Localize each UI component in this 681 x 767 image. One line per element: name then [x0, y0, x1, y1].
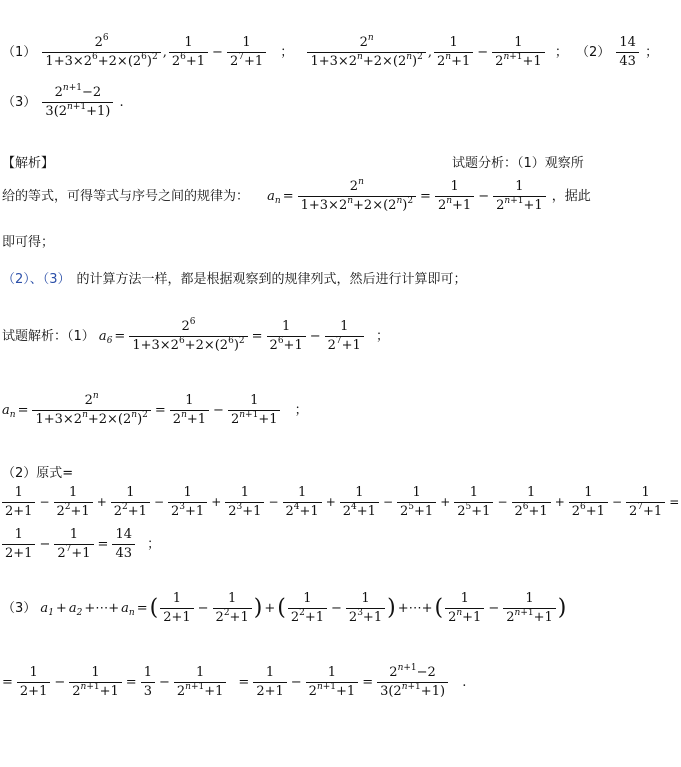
separator: ；: [554, 45, 568, 60]
solution-label: 试题解析：（1）: [2, 329, 95, 344]
solution-part-2-label: （2）原式=: [2, 466, 74, 481]
analysis-header: 【解析】: [2, 156, 55, 171]
answer-3-fraction: $\frac{2^{n+1}-2}{3(2^{n+1}+1)}$: [42, 84, 113, 121]
fraction-one-over-2n1: $\frac{1}{2^{n+1}+1}$: [492, 34, 545, 71]
analysis-line-3: 即可得；: [2, 235, 55, 250]
separator: ；: [645, 45, 659, 60]
solution-part-2-sum: $\frac{1}{2+1}$ − $\frac{1}{2^2+1}$ + $\frac{1}{2^2+1}$ − $\frac{1}{2^3+1}$ + $\frac{1}{2^3+1}$ − $\frac{1}{2^4+1}$ + $\frac{1}{2^4+1}$ − $\frac{1}{2^5+1}$ + $\frac{1}{2^5+1}$ − $\frac{1}{2^6+1}$ + $\frac{1}{2^6+1}$ − $\frac{1}{2^7+1}$ =: [0, 484, 681, 521]
fraction-an-rule: $\frac{2^n}{1+3\times 2^n+2\times(2^n)^2}$: [298, 178, 416, 215]
answer-label-2: （2）: [575, 45, 611, 60]
fraction-one-over-27: $\frac{1}{2^7+1}$: [227, 34, 266, 71]
solution-general-term: $a_n$ = $\frac{2^n}{1+3\times 2^n+2\times(2^n)^2}$ = $\frac{1}{2^n+1}$ − $\frac{1}{2^{n+1}+1}$ ；: [2, 391, 308, 427]
analysis-rule-line: 给的等式，可得等式与序号之间的规律为： $a_n$ = $\frac{2^n}{1+3\times 2^n+2\times(2^n)^2}$ = $\frac{1}{2^n+1}$ − $\frac{1}{2^{n+1}+1}$ ，据此: [2, 177, 591, 213]
answer-label-1: （1）: [2, 45, 37, 60]
fraction-one-over-2n: $\frac{1}{2^n+1}$: [434, 34, 473, 71]
answer-2-fraction: $\frac{14}{43}$: [616, 34, 639, 71]
fraction-a6-general: $\frac{2^6}{1+3\times 2^6+2\times(2^6)^2}$: [42, 34, 160, 71]
solution-part-3-result: = $\frac{1}{2+1}$ − $\frac{1}{2^{n+1}+1}$ = $\frac{1}{3}$ − $\frac{1}{2^{n+1}+1}$ = $\frac{1}{2+1}$ − $\frac{1}{2^{n+1}+1}$ = $\frac{2^{n+1}-2}{3(2^{n+1}+1)}$ .: [2, 663, 467, 699]
solution-part-1: 试题解析：（1） $a_6$ = $\frac{2^6}{1+3\times 2^6+2\times(2^6)^2}$ = $\frac{1}{2^6+1}$ − $\frac{1}{2^7+1}$ ；: [2, 317, 389, 353]
separator: ；: [280, 45, 294, 60]
answer-line-1: （1） $\frac{2^6}{1+3\times 2^6+2\times(2^6)^2}$ , $\frac{1}{2^6+1}$ − $\frac{1}{2^7+1}$ ； $\frac{2^n}{1+3\times 2^n+2\times(2^n)^2}$ , $\frac{1}{2^n+1}$ − $\frac{1}{2^{n+1}+1}$ ； （2） $\frac{14}{43}$ ；: [2, 33, 659, 69]
answer-line-3: （3） $\frac{2^{n+1}-2}{3(2^{n+1}+1)}$ .: [2, 83, 124, 119]
solution-part-2-result: $\frac{1}{2+1}$ − $\frac{1}{2^7+1}$ = $\frac{14}{43}$ ；: [0, 526, 160, 563]
answer-label-3: （3）: [2, 95, 37, 110]
fraction-one-over-26: $\frac{1}{2^6+1}$: [169, 34, 208, 71]
analysis-label: 试题分析：（1）观察所: [452, 156, 584, 171]
analysis-line-4: （2）、（3） 的计算方法一样，都是根据观察到的规律列式，然后进行计算即可；: [2, 272, 467, 287]
fraction-an-general: $\frac{2^n}{1+3\times 2^n+2\times(2^n)^2}$: [307, 34, 425, 71]
solution-part-3: （3） $a_1 + a_2$ +⋯+ $a_n$ =( $\frac{1}{2+1}$ − $\frac{1}{2^2+1}$ ) +( $\frac{1}{2^2+1}$ − $\frac{1}{2^3+1}$ ) +⋯+( $\frac{1}{2^n+1}$ − $\frac{1}{2^{n+1}+1}$ ): [2, 591, 567, 625]
